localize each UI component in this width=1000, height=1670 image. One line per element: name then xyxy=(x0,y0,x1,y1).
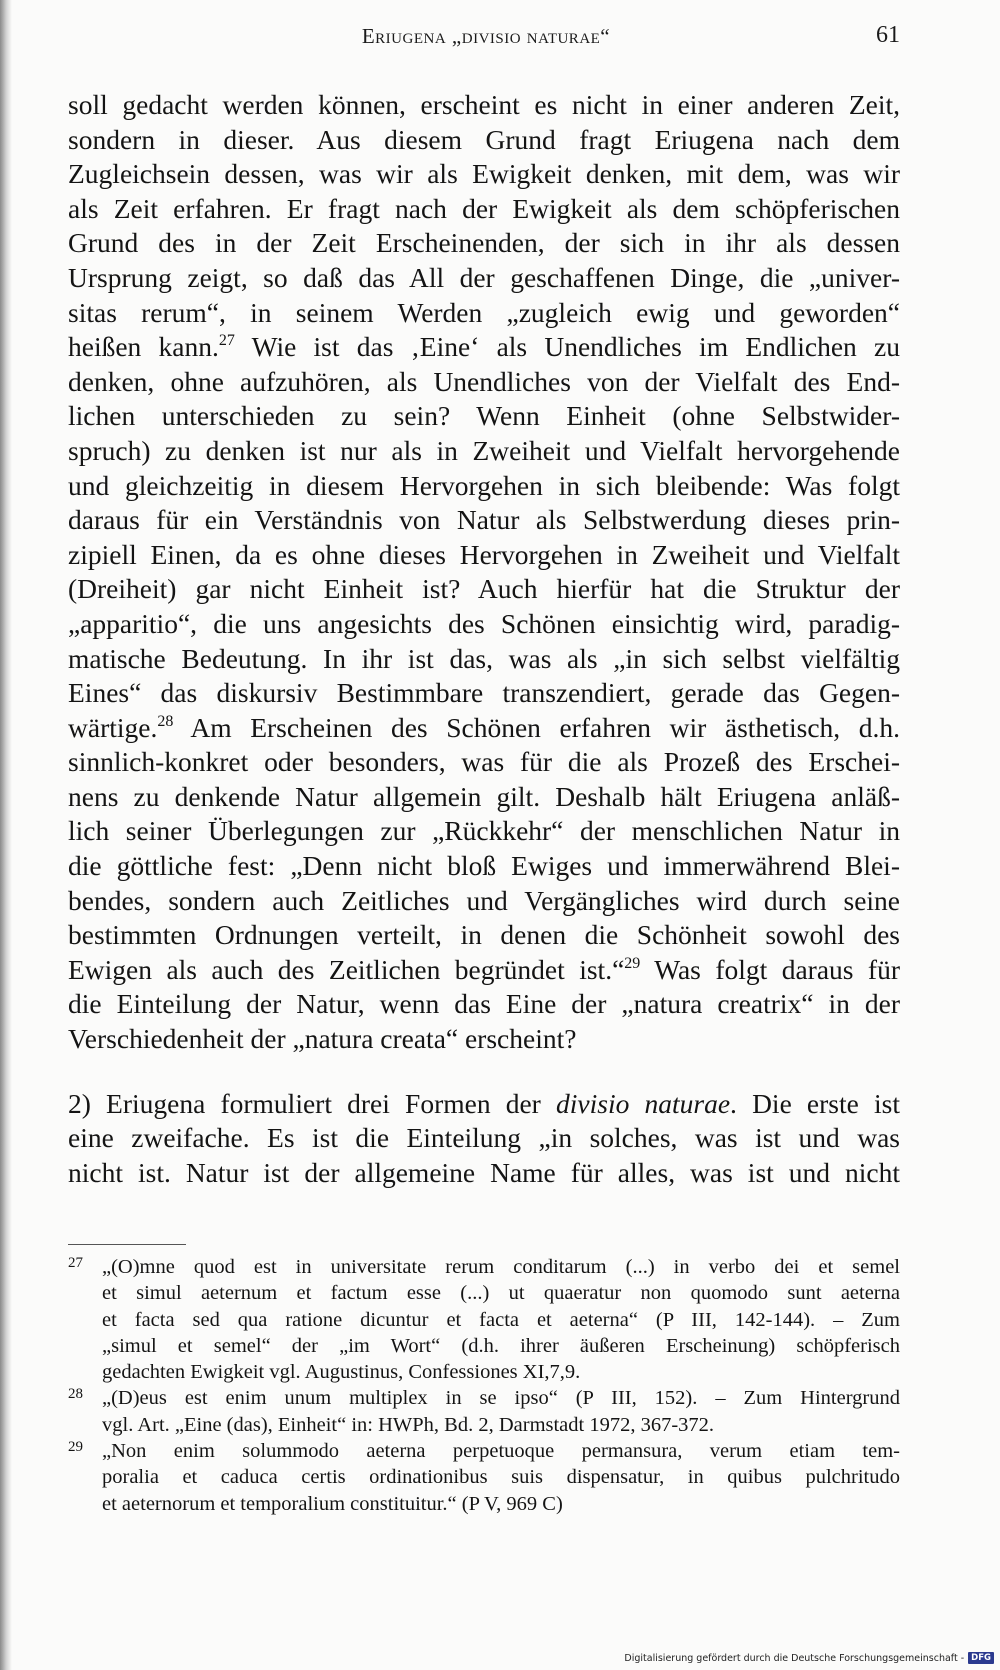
text-line: daraus für ein Verständnis von Natur als Selbstwerdung dieses prin- xyxy=(68,504,900,536)
text-segment: Was folgt daraus für xyxy=(640,953,900,985)
text-line xyxy=(68,711,900,746)
footnote-line: „simul et semel“ der „im Wort“ (d.h. ihrer äußeren Erscheinung) schöpferisch xyxy=(102,1334,900,1357)
footnote-number: 28 xyxy=(68,1386,83,1403)
footnote-number: 29 xyxy=(68,1439,83,1456)
text-line: zipiell Einen, da es ohne dieses Hervorgehen in Zweiheit und Vielfalt xyxy=(68,538,900,570)
text-line: und gleichzeitig in diesem Hervorgehen in sich bleibende: Was folgt xyxy=(68,469,900,501)
text-line: sitas rerum“, in seinem Werden „zugleich ewig und geworden“ xyxy=(68,296,900,328)
text-line: „apparitio“, die uns angesichts des Schönen einsichtig wird, paradig- xyxy=(68,607,900,639)
text-line: die Einteilung der Natur, wenn das Eine der „natura creatrix“ in der xyxy=(68,988,900,1020)
page-number: 61 xyxy=(876,22,900,48)
footnote-29 xyxy=(68,1438,900,1517)
footnote-line: vgl. Art. „Eine (das), Einheit“ in: HWPh, Bd. 2, Darmstadt 1972, 367-372. xyxy=(102,1413,715,1436)
dfg-logo: DFG xyxy=(968,1652,994,1664)
spine-shadow xyxy=(0,0,12,1670)
body-text xyxy=(68,88,900,1190)
text-segment: wärtige. xyxy=(68,711,158,743)
text-line: Zugleichsein dessen, was wir als Ewigkeit denken, mit dem, was wir xyxy=(68,158,900,190)
text-line: matische Bedeutung. In ihr ist das, was als „in sich selbst vielfältig xyxy=(68,642,900,674)
footnote-separator xyxy=(68,1244,186,1245)
digitization-credit xyxy=(604,1649,994,1667)
footnote-ref-27[interactable]: 27 xyxy=(218,332,235,350)
footnote-line: et facta sed qua ratione dicuntur et facta et aeterna“ (P III, 142-144). – Zum xyxy=(102,1308,900,1331)
text-segment: Wie ist das ‚Eine‘ als Unendliches im Endlichen zu xyxy=(234,331,900,363)
text-line: spruch) zu denken ist nur als in Zweiheit und Vielfalt hervorgehende xyxy=(68,434,900,466)
footnote-27 xyxy=(68,1254,900,1385)
italic-term: divisio naturae xyxy=(556,1087,731,1119)
text-line: lich seiner Überlegungen zur „Rückkehr“ der menschlichen Natur in xyxy=(68,815,900,847)
credit-text: Digitalisierung gefördert durch die Deutsche Forschungsgemeinschaft - xyxy=(624,1652,965,1664)
footnote-line: „(D)eus est enim unum multiplex in se ipso“ (P III, 152). – Zum Hintergrund xyxy=(102,1387,900,1410)
text-line: Grund des in der Zeit Erscheinenden, der sich in ihr als dessen xyxy=(68,227,900,259)
footnote-line: „Non enim solummodo aeterna perpetuoque permansura, verum etiam tem- xyxy=(102,1440,900,1463)
text-line: nicht ist. Natur ist der allgemeine Name für alles, was ist und nicht xyxy=(68,1156,900,1188)
footnotes xyxy=(68,1254,900,1517)
text-segment: Ewigen als auch des Zeitlichen begründet ist.“ xyxy=(68,953,625,985)
text-line: denken, ohne aufzuhören, als Unendliches von der Vielfalt des End- xyxy=(68,365,900,397)
text-line: bestimmten Ordnungen verteilt, in denen die Schönheit sowohl des xyxy=(68,919,900,951)
text-line: bendes, sondern auch Zeitliches und Vergängliches wird durch seine xyxy=(68,884,900,916)
footnote-28 xyxy=(68,1385,900,1438)
text-line xyxy=(68,953,900,988)
text-segment: Am Erscheinen des Schönen erfahren wir ästhetisch, d.h. xyxy=(173,711,900,743)
text-line: soll gedacht werden können, erscheint es nicht in einer anderen Zeit, xyxy=(68,89,900,120)
text-line: die göttliche fest: „Denn nicht bloß Ewiges und immerwährend Blei- xyxy=(68,850,900,882)
text-segment: . Die erste ist xyxy=(730,1087,900,1119)
footnote-line: et aeternorum et temporalium constituitur.“ (P V, 969 C) xyxy=(102,1492,563,1515)
text-segment: 2) Eriugena formuliert drei Formen der xyxy=(68,1087,556,1119)
text-line: Eines“ das diskursiv Bestimmbare transzendiert, gerade das Gegen- xyxy=(68,677,900,709)
text-line: lichen unterschieden zu sein? Wenn Einheit (ohne Selbstwider- xyxy=(68,400,900,432)
text-line: Verschiedenheit der „natura creata“ erscheint? xyxy=(68,1023,577,1055)
text-line: (Dreiheit) gar nicht Einheit ist? Auch hierfür hat die Struktur der xyxy=(68,573,900,605)
text-segment: heißen kann. xyxy=(68,331,219,363)
footnote-line: et simul aeternum et factum esse (...) ut quaeratur non quomodo sunt aeterna xyxy=(102,1282,900,1305)
paragraph-gap xyxy=(68,1057,900,1087)
text-line xyxy=(68,330,900,365)
text-line: Ursprung zeigt, so daß das All der geschaffenen Dinge, die „univer- xyxy=(68,261,900,293)
footnote-line: poralia et caduca certis ordinationibus suis dispensatur, in quibus pulchritudo xyxy=(102,1466,900,1489)
text-line: sinnlich-konkret oder besonders, was für die als Prozeß des Erschei- xyxy=(68,746,900,778)
running-head: Eriugena „divisio naturae“ xyxy=(361,24,611,48)
footnote-line: gedachten Ewigkeit vgl. Augustinus, Confessiones XI,7,9. xyxy=(102,1361,581,1384)
text-line: nens zu denkende Natur allgemein gilt. Deshalb hält Eriugena anläß- xyxy=(68,780,900,812)
text-line: sondern in dieser. Aus diesem Grund fragt Eriugena nach dem xyxy=(68,123,900,155)
footnote-ref-29[interactable]: 29 xyxy=(624,954,641,972)
text-line: eine zweifache. Es ist die Einteilung „in solches, was ist und was xyxy=(68,1122,900,1154)
footnote-line: „(O)mne quod est in universitate rerum conditarum (...) in verbo dei et semel xyxy=(102,1256,900,1278)
footnote-ref-28[interactable]: 28 xyxy=(157,712,174,730)
text-line: als Zeit erfahren. Er fragt nach der Ewigkeit als dem schöpferischen xyxy=(68,192,900,224)
text-line xyxy=(68,1087,900,1122)
footnote-number: 27 xyxy=(68,1255,83,1271)
